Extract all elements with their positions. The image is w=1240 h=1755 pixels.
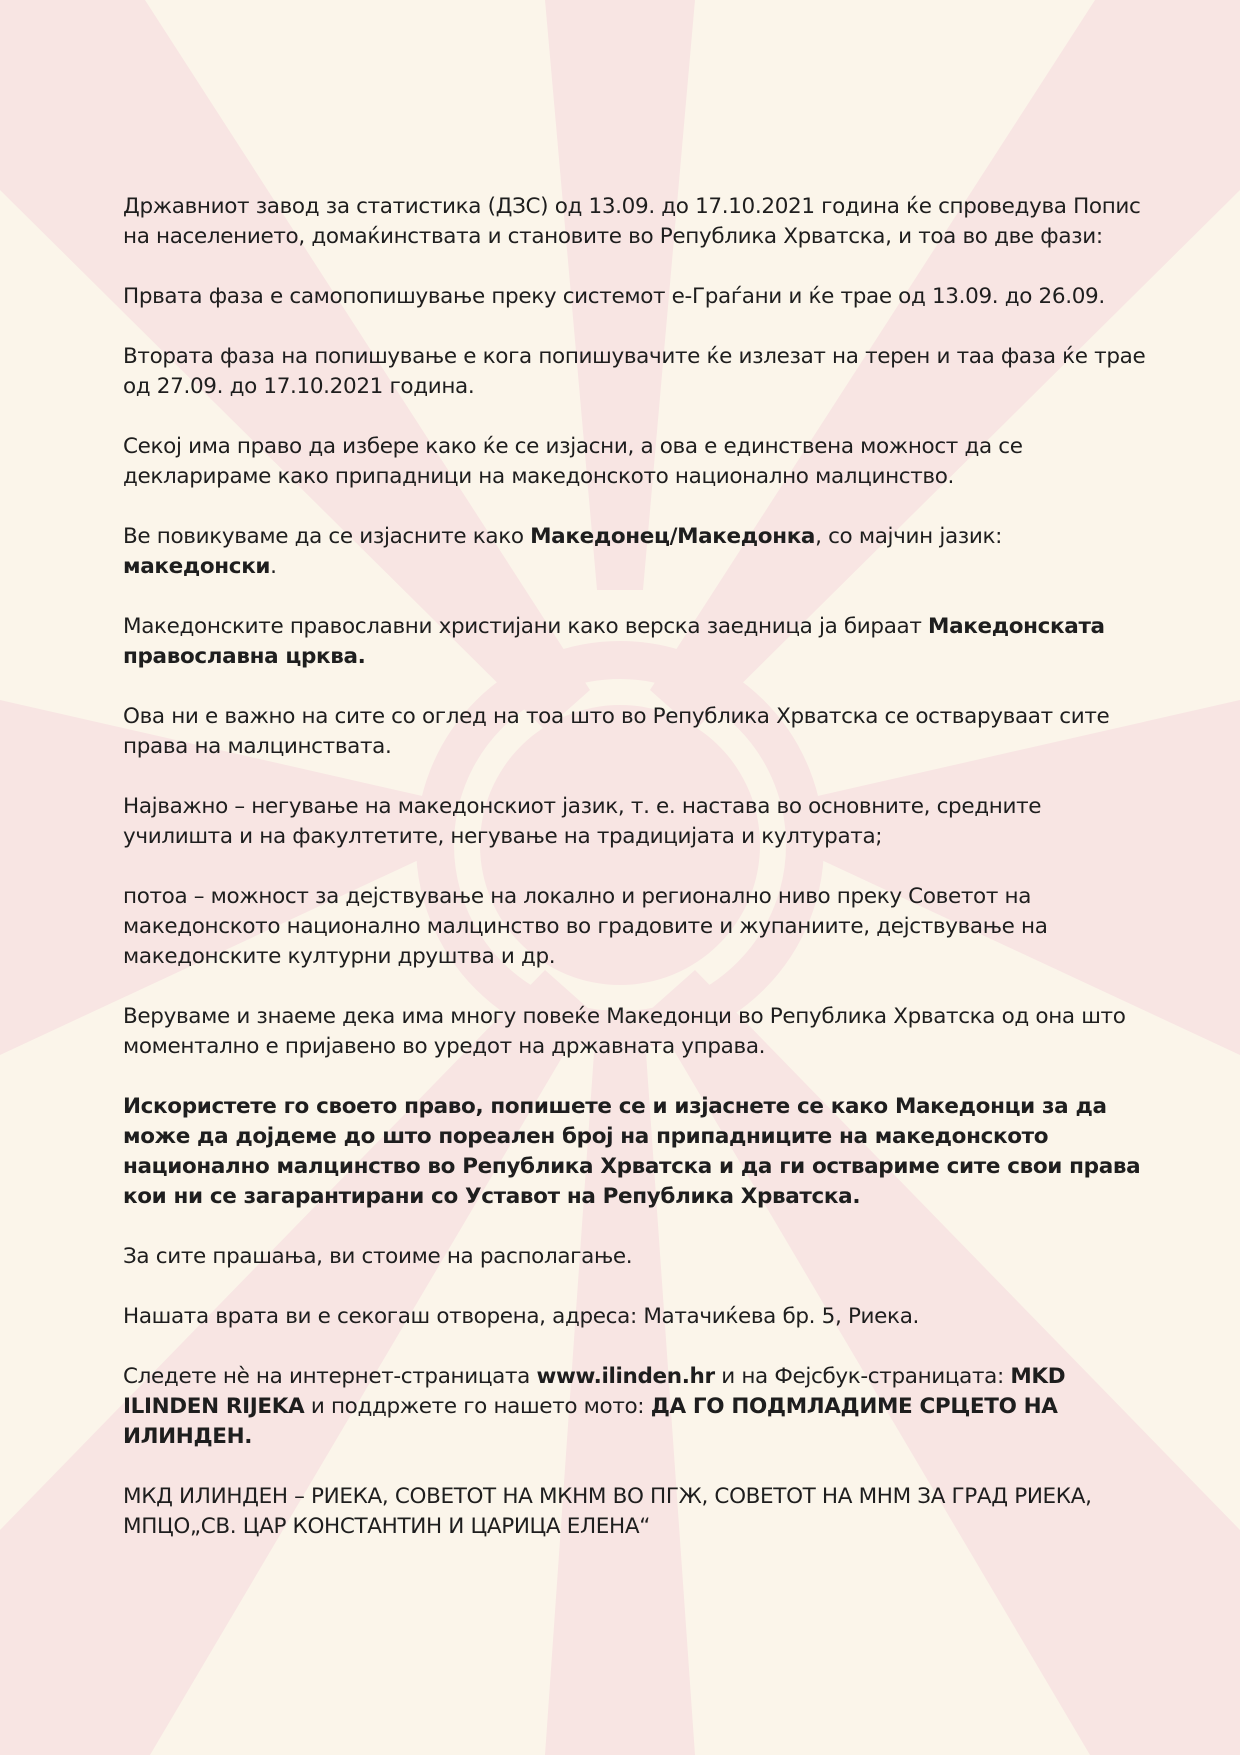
text-run: .	[270, 554, 277, 579]
text-run: Нашата врата ви е секогаш отворена, адреса: Матачиќева бр. 5, Риека.	[123, 1304, 920, 1329]
bold-text-run: македонски	[123, 554, 271, 579]
paragraph	[123, 612, 1153, 672]
paragraph	[123, 882, 1153, 972]
text-run: и на Фејсбук-страницата:	[714, 1364, 1011, 1389]
text-run: Најважно – негување на македонскиот јазик, т. е. настава во основните, средните училишта и на факултетите, негување на традицијата и културата;	[123, 794, 1042, 849]
text-run: Ве повикуваме да се изјасните како	[123, 524, 531, 549]
paragraph	[123, 1002, 1153, 1062]
text-run: Македонските православни христијани како верска заедница ја бираат	[123, 614, 929, 639]
paragraph	[123, 1092, 1153, 1212]
bold-text-run: www.ilinden.hr	[536, 1364, 715, 1389]
paragraph	[123, 432, 1153, 492]
document-body	[123, 192, 1153, 1572]
text-run: потоа – можност за дејствување на локално и регионално ниво преку Советот на македонското национално малцинство во градовите и жупаниите, дејствување на македонските културни друштва и др.	[123, 884, 1048, 969]
text-run: Државниот завод за статистика (ДЗС) од 13.09. до 17.10.2021 година ќе спроведува Попис на населението, домаќинствата и становите во Република Хрватска, и тоа во две фази:	[123, 194, 1141, 249]
text-run: Следете нѐ на интернет-страницата	[123, 1364, 537, 1389]
paragraph	[123, 1242, 1153, 1272]
text-run: Првата фаза е самопопишување преку системот е-Граѓани и ќе трае од 13.09. до 26.09.	[123, 284, 1105, 309]
bold-text-run: Искористете го своето право, попишете се и изјаснете се како Македонци за да може да дојдеме до што пореален број на припадниците на македонското национално малцинство во Република Хрватска и да ги оствариме сите свои права кои ни се загарантирани со Уставот на Република Хрватска.	[123, 1094, 1141, 1209]
paragraph	[123, 342, 1153, 402]
text-run: Ова ни е важно на сите со оглед на тоа што во Република Хрватска се остваруваат сите права на малцинствата.	[123, 704, 1110, 759]
paragraph	[123, 192, 1153, 252]
paragraph	[123, 1362, 1153, 1452]
text-run: Втората фаза на попишување е кога попишувачите ќе излезат на терен и таа фаза ќе трае од 27.09. до 17.10.2021 година.	[123, 344, 1146, 399]
text-run: , со мајчин јазик:	[815, 524, 1003, 549]
paragraph	[123, 792, 1153, 852]
bold-text-run: ДА ГО ПОДМЛАДИМЕ СРЦЕТО НА ИЛИНДЕН.	[123, 1394, 1058, 1449]
text-run: и поддржете го нашето мото:	[304, 1394, 651, 1419]
paragraph	[123, 1302, 1153, 1332]
paragraph	[123, 282, 1153, 312]
text-run: МКД ИЛИНДЕН – РИЕКА, СОВЕТОТ НА МКНМ ВО ПГЖ, СОВЕТОТ НА МНМ ЗА ГРАД РИЕКА, МПЦО„СВ. ЦАР КОНСТАНТИН И ЦАРИЦА ЕЛЕНА“	[123, 1484, 1092, 1539]
text-run: Веруваме и знаеме дека има многу повеќе Македонци во Република Хрватска од она што моментално е пријавено во уредот на државната управа.	[123, 1004, 1126, 1059]
paragraph	[123, 522, 1153, 582]
bold-text-run: Македонец/Македонка	[530, 524, 816, 549]
paragraph	[123, 1482, 1153, 1542]
bold-text-run: MKD ILINDEN RIJEKA	[123, 1364, 1066, 1419]
text-run: За сите прашања, ви стоиме на располагање.	[123, 1244, 633, 1269]
bold-text-run: Македонската православна црква.	[123, 614, 1105, 669]
paragraph	[123, 702, 1153, 762]
text-run: Секој има право да избере како ќе се изјасни, а ова е единствена можност да се декларираме како припадници на македонското национално малцинство.	[123, 434, 1023, 489]
